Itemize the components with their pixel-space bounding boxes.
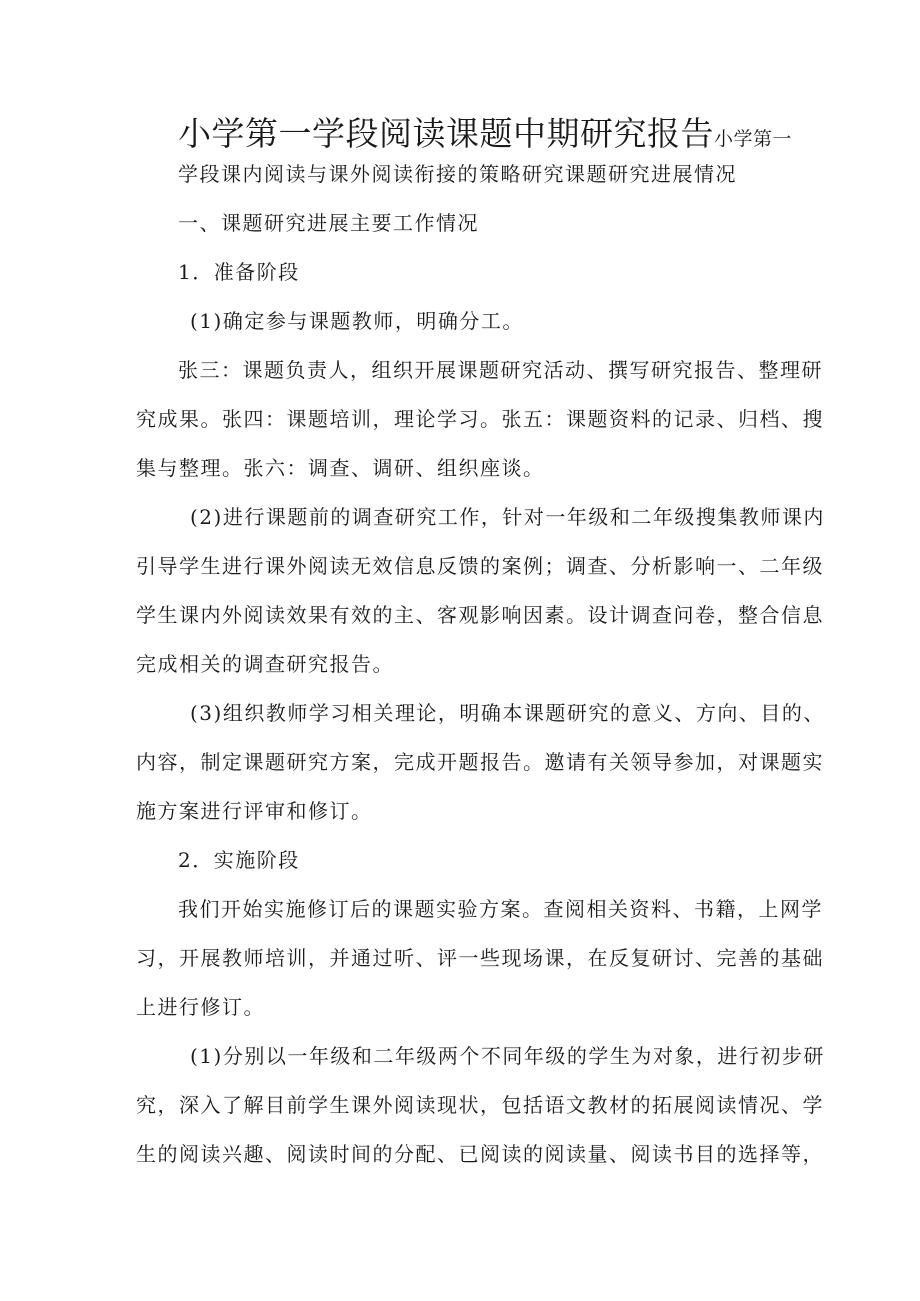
text-line: 学生课内外阅读效果有效的主、客观影响因素。设计调查问卷，整合信息	[136, 603, 824, 627]
text-line: 完成相关的调查研究报告。	[136, 652, 394, 676]
text-line: 集与整理。张六：调查、调研、组织座谈。	[136, 456, 545, 480]
text-line: (3)组织教师学习相关理论，明确本课题研究的意义、方向、目的、	[190, 701, 825, 725]
subsection-heading: 1．准备阶段	[178, 260, 300, 284]
text-line: (1)分别以一年级和二年级两个不同年级的学生为对象，进行初步研	[190, 1044, 825, 1068]
title-main: 小学第一学段阅读课题中期研究报告	[178, 114, 714, 153]
text-line: 究，深入了解目前学生课外阅读现状，包括语文教材的拓展阅读情况、学	[136, 1093, 824, 1117]
text-line: 我们开始实施修订后的课题实验方案。查阅相关资料、书籍，上网学	[178, 897, 823, 921]
text-line: 施方案进行评审和修订。	[136, 799, 373, 823]
text-line: (2)进行课题前的调查研究工作，针对一年级和二年级搜集教师课内	[190, 505, 825, 529]
text-line: (1)确定参与课题教师，明确分工。	[190, 309, 524, 333]
title-tail: 小学第一	[714, 128, 793, 150]
text-line: 学段课内阅读与课外阅读衔接的策略研究课题研究进展情况	[178, 162, 737, 186]
text-line: 引导学生进行课外阅读无效信息反馈的案例；调查、分析影响一、二年级	[136, 554, 824, 578]
section-heading: 一、课题研究进展主要工作情况	[178, 211, 479, 235]
body-text	[136, 150, 825, 1179]
document-title	[178, 108, 792, 155]
subsection-heading: 2．实施阶段	[178, 848, 300, 872]
text-line: 上进行修订。	[136, 995, 265, 1019]
text-line: 究成果。张四：课题培训，理论学习。张五：课题资料的记录、归档、搜	[136, 407, 824, 431]
text-line: 生的阅读兴趣、阅读时间的分配、已阅读的阅读量、阅读书目的选择等，	[136, 1142, 824, 1166]
text-line: 习，开展教师培训，并通过听、评一些现场课，在反复研讨、完善的基础	[136, 946, 824, 970]
text-line: 内容，制定课题研究方案，完成开题报告。邀请有关领导参加，对课题实	[136, 750, 824, 774]
text-line: 张三：课题负责人，组织开展课题研究活动、撰写研究报告、整理研	[178, 358, 823, 382]
